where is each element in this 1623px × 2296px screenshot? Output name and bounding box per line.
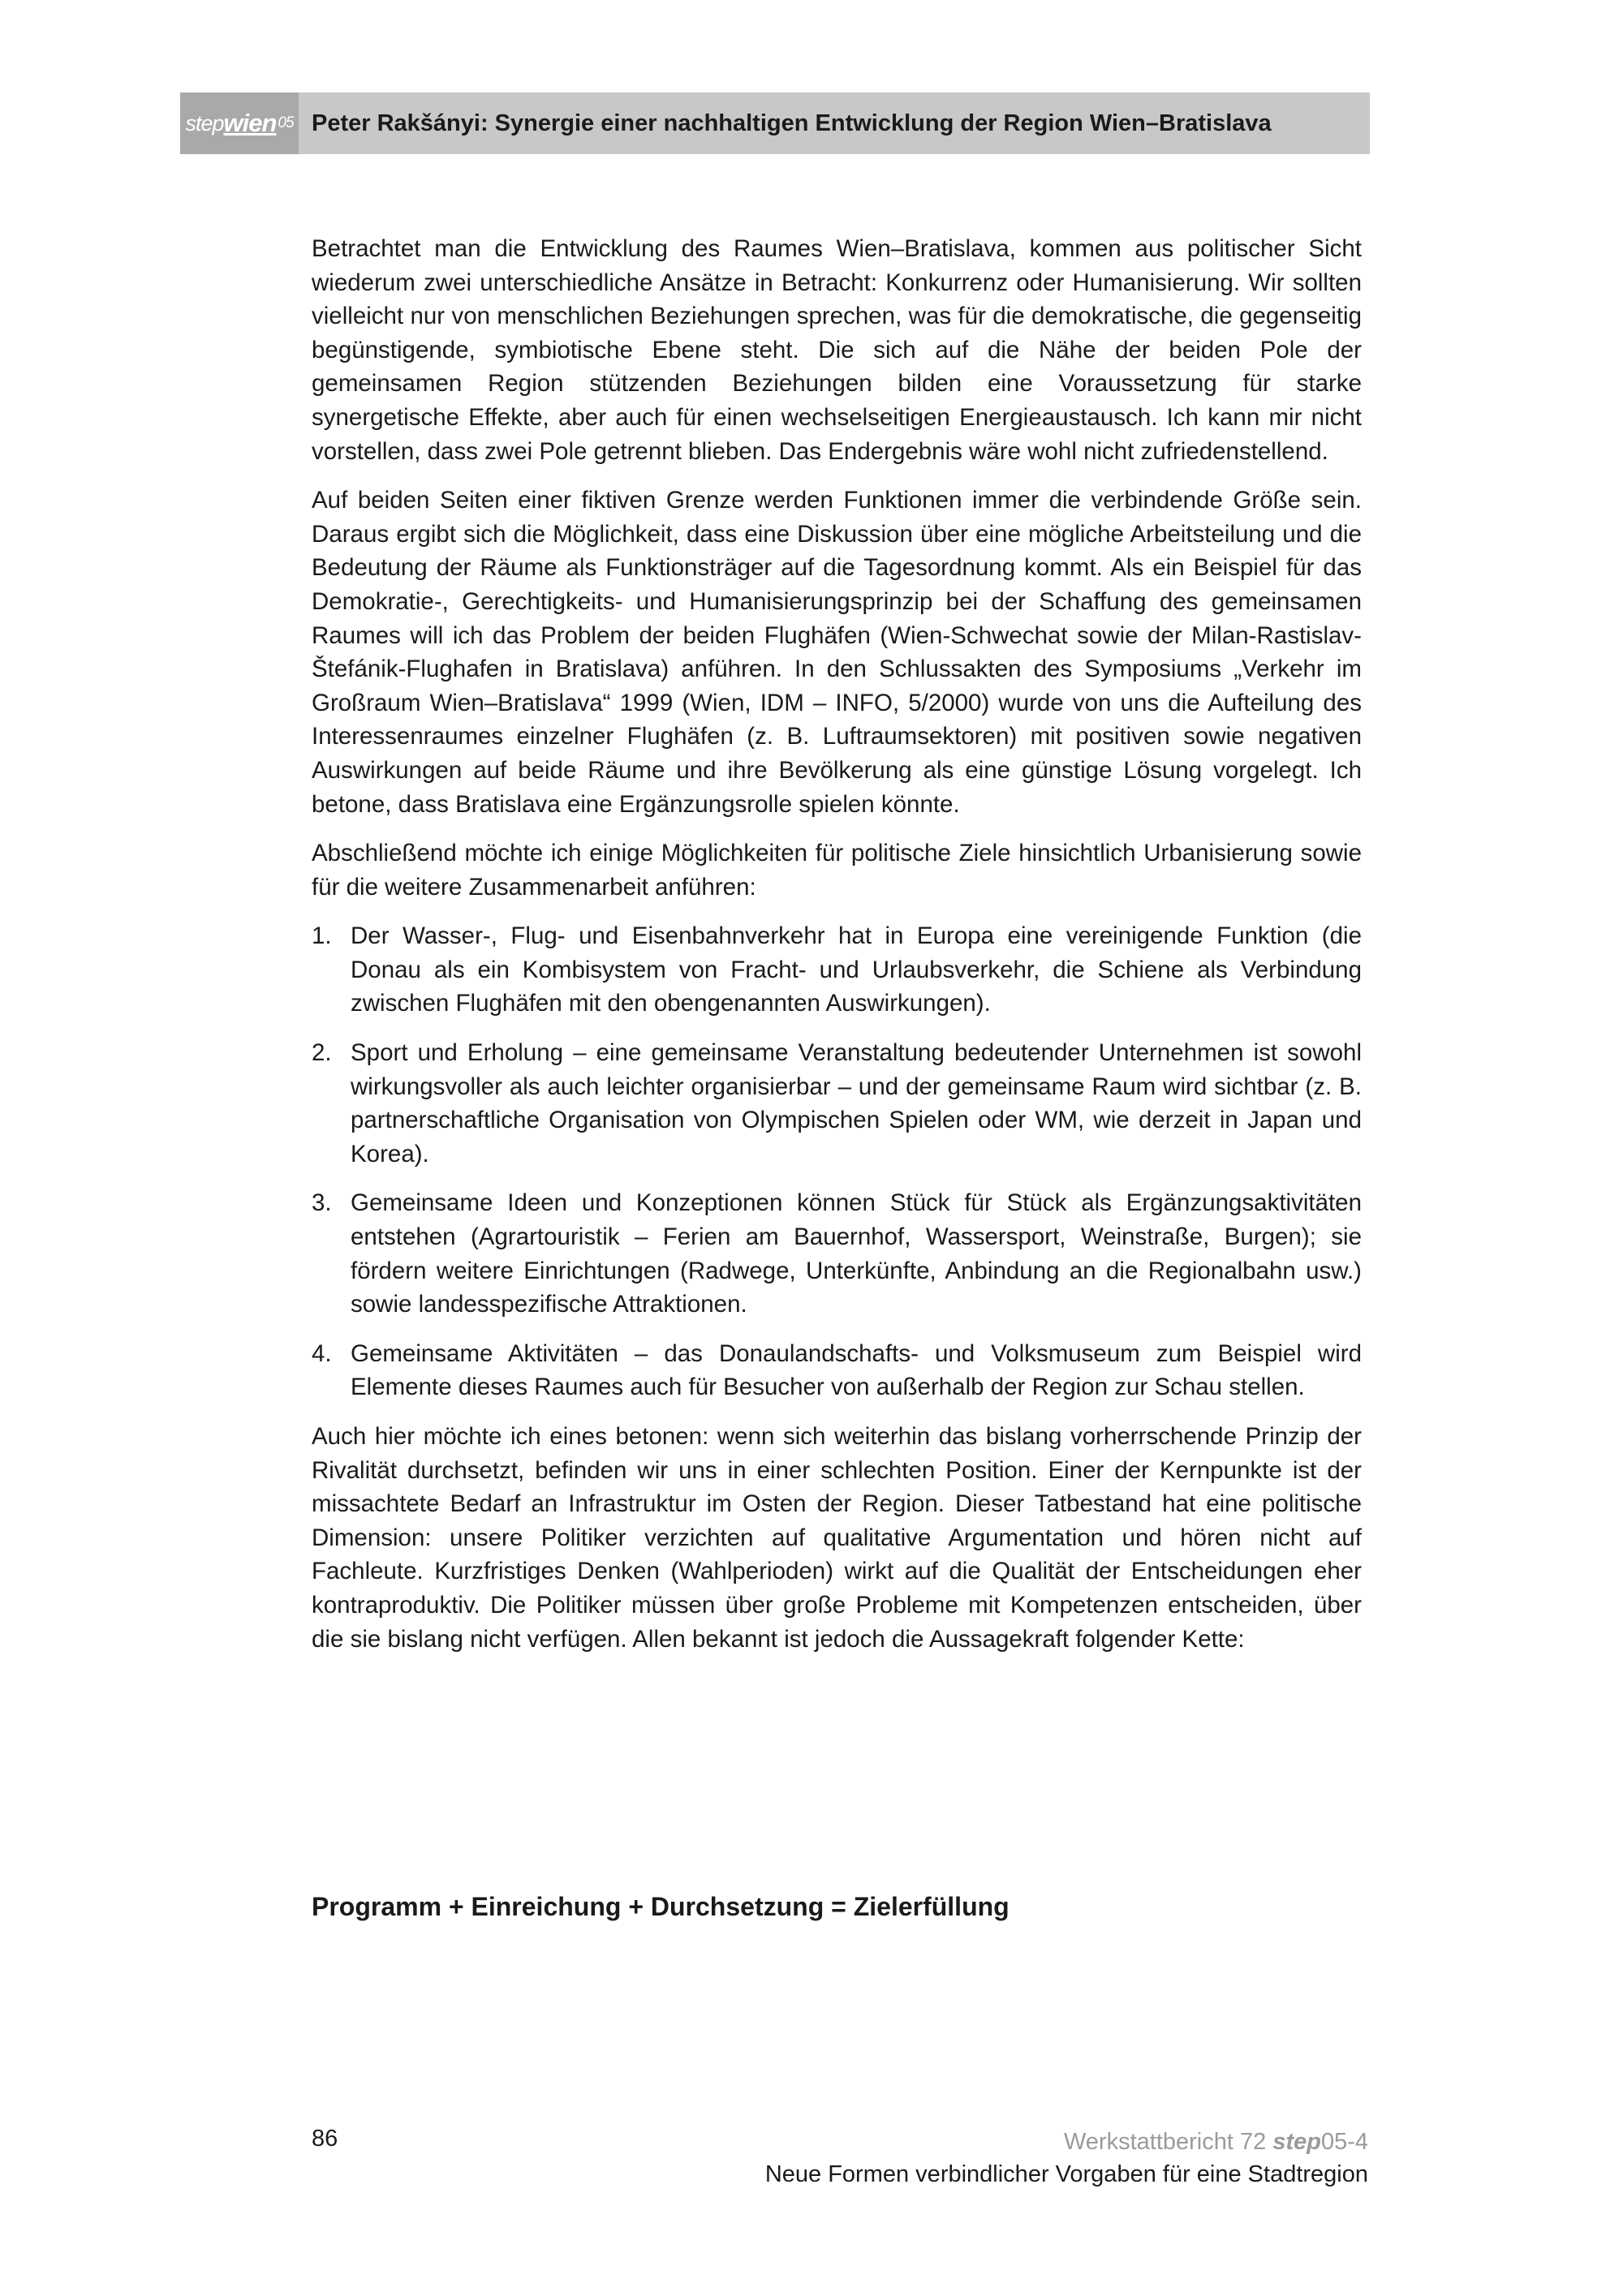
list-item [312,919,1362,1021]
logo-step: step [185,110,224,135]
list-item [312,1036,1362,1171]
closing-paragraph: Auch hier möchte ich eines betonen: wenn sich weiterhin das bislang vorherrschende Prinzip der Rivalität durchsetzt, befinden wir uns in einer schlechten Position. Einer der Kernpunkte ist der missachtete Bedarf an Infrastruktur im Osten der Region. Dieser Tatbestand hat eine politische Dimension: unsere Politiker verzichten auf qualitative Argumentation und hören nicht auf Fachleute. Kurzfristiges Denken (Wahlperioden) wirkt auf die Qualität der Entscheidungen eher kontraproduktiv. Die Politiker müssen über große Probleme mit Kompetenzen entscheiden, über die sie bislang nicht verfügen. Allen bekannt ist jedoch die Aussagekraft folgender Kette: [312,1423,1362,1653]
list-item [312,1337,1362,1404]
paragraph: Betrachtet man die Entwicklung des Raumes Wien–Bratislava, kommen aus politischer Sicht wiederum zwei unterschiedliche Ansätze in Betracht: Konkurrenz oder Humanisierung. Wir sollten vielleicht nur von menschlichen Beziehungen sprechen, was für die demokratische, die gegenseitig begünstigende, symbiotische Ebene steht. Die sich auf die Nähe der beiden Pole der gemeinsamen Region stützenden Beziehungen bilden eine Voraussetzung für starke synergetische Effekte, aber auch für einen wechselseitigen Energieaustausch. Ich kann mir nicht vorstellen, dass zwei Pole getrennt blieben. Das Endergebnis wäre wohl nicht zufriedenstellend. [312,235,1362,465]
numbered-list [312,919,1362,1404]
formula-heading: Programm + Einreichung + Durchsetzung = Zielerfüllung [312,1892,1010,1921]
list-item-text: Gemeinsame Ideen und Konzeptionen können Stück für Stück als Ergänzungsaktivitäten entstehen (Agrartouristik – Ferien am Bauernhof, Wassersport, Weinstraße, Burgen); sie fördern weitere Einrichtungen (Radwege, Unterkünfte, Anbindung an die Regionalbahn usw.) sowie landesspezifische Attraktionen. [351,1189,1362,1318]
list-item-number: 3. [312,1189,332,1217]
page-number: 86 [312,2126,338,2152]
list-item-number: 2. [312,1039,332,1067]
logo-wien: wien [223,109,277,137]
page-header [180,92,1370,154]
list-item-text: Der Wasser-, Flug- und Eisenbahnverkehr hat in Europa eine vereinigende Funktion (die Donau als ein Kombisystem von Fracht- und Urlaubsverkehr, die Schiene als Verbindung zwischen Flughäfen mit den obengenannten Auswirkungen). [351,922,1362,1017]
list-item-text: Sport und Erholung – eine gemeinsame Veranstaltung bedeutender Unternehmen ist sowohl wirkungsvoller als auch leichter organisierbar – und der gemeinsame Raum wird sichtbar (z. B. partnerschaftliche Organisation von Olympischen Spielen oder WM, wie derzeit in Japan und Korea). [351,1039,1362,1167]
footer-series-step: step [1272,2129,1321,2155]
logo-year: 05 [278,114,294,131]
footer-series [765,2126,1368,2158]
footer-series-prefix: Werkstattbericht 72 [1063,2129,1273,2155]
footer-series-suffix: 05-4 [1320,2129,1368,2155]
step-wien-logo [180,92,299,154]
list-item-number: 1. [312,922,332,950]
list-item-number: 4. [312,1339,332,1367]
paragraph: Auf beiden Seiten einer fiktiven Grenze werden Funktionen immer die verbindende Größe sein. Daraus ergibt sich die Möglichkeit, dass eine Diskussion über eine mögliche Arbeitsteilung und die Bedeutung der Räume als Funktionsträger auf die Tagesordnung kommt. Als ein Beispiel für das Demokratie-, Gerechtigkeits- und Humanisierungsprinzip bei der Schaffung des gemeinsamen Raumes will ich das Problem der beiden Flughäfen (Wien-Schwechat sowie der Milan-Rastislav-Štefánik-Flughafen in Bratislava) anführen. In den Schlussakten des Symposiums „Verkehr im Großraum Wien–Bratislava“ 1999 (Wien, IDM – INFO, 5/2000) wurde von uns die Aufteilung des Interessenraumes einzelner Flughäfen (z. B. Luftraumsektoren) mit positiven sowie negativen Auswirkungen auf beide Räume und ihre Bevölkerung als eine günstige Lösung vorgelegt. Ich betone, dass Bratislava eine Ergänzungsrolle spielen könnte. [312,487,1362,818]
footer-subtitle: Neue Formen verbindlicher Vorgaben für eine Stadtregion [764,2161,1368,2187]
list-item-text: Gemeinsame Aktivitäten – das Donaulandschafts- und Volksmuseum zum Beispiel wird Elemente dieses Raumes auch für Besucher von außerhalb der Region zur Schau stellen. [351,1339,1362,1401]
page-footer [765,2126,1368,2191]
article-body [312,232,1362,1671]
header-title: Peter Rakšányi: Synergie einer nachhaltigen Entwicklung der Region Wien–Bratislava [312,110,1272,136]
list-item [312,1186,1362,1321]
paragraph: Abschließend möchte ich einige Möglichkeiten für politische Ziele hinsichtlich Urbanisierung sowie für die weitere Zusammenarbeit anführen: [312,840,1362,901]
